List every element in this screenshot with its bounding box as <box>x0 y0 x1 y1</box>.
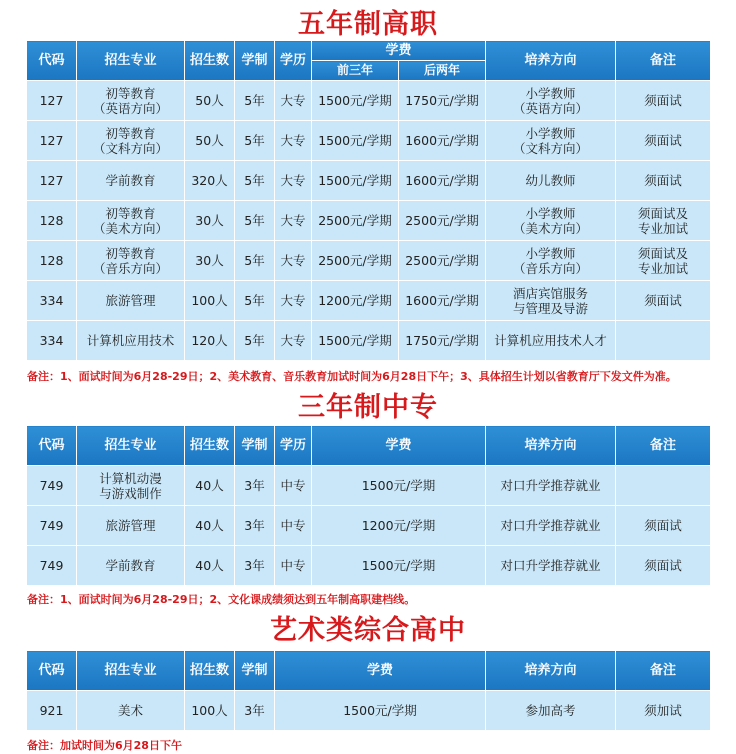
cell-remark: 须面试 <box>616 121 711 161</box>
cell-edu: 大专 <box>275 321 312 361</box>
table-row <box>27 281 711 321</box>
section2-note: 备注：1、面试时间为6月28-29日；2、文化课成绩须达到五年制高职建档线。 <box>27 593 416 606</box>
header-major: 招生专业 <box>77 426 185 466</box>
cell-quota: 40人 <box>185 466 235 506</box>
cell-fee1: 2500元/学期 <box>312 241 399 281</box>
cell-years: 5年 <box>235 161 275 201</box>
table-row <box>27 161 711 201</box>
header-fee: 学费 <box>312 426 486 466</box>
cell-major: 计算机应用技术 <box>77 321 185 361</box>
cell-fee1: 2500元/学期 <box>312 201 399 241</box>
cell-remark: 须面试 <box>616 281 711 321</box>
cell-fee2: 1750元/学期 <box>399 81 486 121</box>
table-row <box>27 546 711 586</box>
header-major: 招生专业 <box>77 651 185 691</box>
cell-fee1: 1500元/学期 <box>312 161 399 201</box>
header-code: 代码 <box>27 651 77 691</box>
cell-fee1: 1500元/学期 <box>312 81 399 121</box>
cell-remark: 须面试 <box>616 81 711 121</box>
cell-major: 学前教育 <box>77 546 185 586</box>
cell-code: 334 <box>27 281 77 321</box>
cell-edu: 大专 <box>275 121 312 161</box>
cell-major: 旅游管理 <box>77 506 185 546</box>
cell-edu: 中专 <box>275 506 312 546</box>
cell-years: 3年 <box>235 546 275 586</box>
cell-edu: 大专 <box>275 241 312 281</box>
cell-edu: 中专 <box>275 546 312 586</box>
cell-remark: 须面试及 专业加试 <box>616 241 711 281</box>
header-remark: 备注 <box>616 651 711 691</box>
header-fee-last: 后两年 <box>399 61 486 81</box>
cell-direction: 对口升学推荐就业 <box>486 466 616 506</box>
cell-quota: 30人 <box>185 201 235 241</box>
cell-years: 3年 <box>235 506 275 546</box>
cell-fee2: 2500元/学期 <box>399 201 486 241</box>
cell-quota: 100人 <box>185 281 235 321</box>
header-edu: 学历 <box>275 426 312 466</box>
header-fee: 学费 <box>312 41 486 61</box>
cell-fee2: 1600元/学期 <box>399 161 486 201</box>
cell-quota: 40人 <box>185 546 235 586</box>
cell-direction: 计算机应用技术人才 <box>486 321 616 361</box>
section3-note: 备注：加试时间为6月28日下午 <box>27 739 182 752</box>
cell-edu: 大专 <box>275 281 312 321</box>
cell-code: 127 <box>27 121 77 161</box>
cell-direction: 酒店宾馆服务 与管理及导游 <box>486 281 616 321</box>
section1-note: 备注：1、面试时间为6月28-29日；2、美术教育、音乐教育加试时间为6月28日下午；3、具体招生计划以省教育厅下发文件为准。 <box>27 370 677 383</box>
header-quota: 招生数 <box>185 41 235 81</box>
cell-edu: 大专 <box>275 201 312 241</box>
section3-title: 艺术类综合高中 <box>270 615 466 646</box>
cell-remark: 须面试 <box>616 506 711 546</box>
cell-years: 5年 <box>235 121 275 161</box>
cell-years: 5年 <box>235 81 275 121</box>
header-code: 代码 <box>27 41 77 81</box>
cell-remark <box>616 466 711 506</box>
cell-quota: 50人 <box>185 81 235 121</box>
cell-years: 5年 <box>235 201 275 241</box>
cell-quota: 120人 <box>185 321 235 361</box>
cell-major: 美术 <box>77 691 185 731</box>
cell-remark <box>616 321 711 361</box>
header-direction: 培养方向 <box>486 651 616 691</box>
table-row <box>27 691 711 731</box>
cell-years: 5年 <box>235 241 275 281</box>
section1-title: 五年制高职 <box>298 9 438 40</box>
cell-quota: 320人 <box>185 161 235 201</box>
cell-fee1: 1500元/学期 <box>312 121 399 161</box>
cell-fee: 1200元/学期 <box>312 506 486 546</box>
cell-years: 5年 <box>235 321 275 361</box>
cell-code: 334 <box>27 321 77 361</box>
header-years: 学制 <box>235 426 275 466</box>
cell-fee1: 1200元/学期 <box>312 281 399 321</box>
header-fee-first: 前三年 <box>312 61 399 81</box>
cell-fee2: 1750元/学期 <box>399 321 486 361</box>
cell-major: 初等教育 （文科方向） <box>77 121 185 161</box>
cell-major: 学前教育 <box>77 161 185 201</box>
cell-code: 749 <box>27 546 77 586</box>
header-remark: 备注 <box>616 426 711 466</box>
header-quota: 招生数 <box>185 651 235 691</box>
cell-fee2: 2500元/学期 <box>399 241 486 281</box>
section3-table <box>26 650 711 731</box>
section2-title: 三年制中专 <box>298 392 438 423</box>
cell-direction: 小学教师 （美术方向） <box>486 201 616 241</box>
table-row <box>27 81 711 121</box>
cell-quota: 100人 <box>185 691 235 731</box>
cell-years: 3年 <box>235 691 275 731</box>
cell-code: 749 <box>27 466 77 506</box>
cell-quota: 40人 <box>185 506 235 546</box>
cell-major: 计算机动漫 与游戏制作 <box>77 466 185 506</box>
cell-fee: 1500元/学期 <box>275 691 486 731</box>
cell-edu: 大专 <box>275 81 312 121</box>
cell-remark: 须面试 <box>616 161 711 201</box>
header-major: 招生专业 <box>77 41 185 81</box>
cell-direction: 小学教师 （文科方向） <box>486 121 616 161</box>
header-direction: 培养方向 <box>486 41 616 81</box>
cell-major: 初等教育 （音乐方向） <box>77 241 185 281</box>
cell-major: 旅游管理 <box>77 281 185 321</box>
cell-fee: 1500元/学期 <box>312 466 486 506</box>
cell-quota: 50人 <box>185 121 235 161</box>
section2-table <box>26 425 711 586</box>
header-quota: 招生数 <box>185 426 235 466</box>
cell-years: 5年 <box>235 281 275 321</box>
table-row <box>27 201 711 241</box>
header-code: 代码 <box>27 426 77 466</box>
header-remark: 备注 <box>616 41 711 81</box>
cell-direction: 对口升学推荐就业 <box>486 546 616 586</box>
table-row <box>27 121 711 161</box>
cell-code: 128 <box>27 241 77 281</box>
section1-table <box>26 40 711 361</box>
cell-fee1: 1500元/学期 <box>312 321 399 361</box>
header-edu: 学历 <box>275 41 312 81</box>
cell-direction: 对口升学推荐就业 <box>486 506 616 546</box>
cell-fee: 1500元/学期 <box>312 546 486 586</box>
header-fee: 学费 <box>275 651 486 691</box>
cell-code: 127 <box>27 81 77 121</box>
cell-quota: 30人 <box>185 241 235 281</box>
cell-edu: 中专 <box>275 466 312 506</box>
table-row <box>27 321 711 361</box>
cell-remark: 须加试 <box>616 691 711 731</box>
header-years: 学制 <box>235 41 275 81</box>
table-row <box>27 466 711 506</box>
cell-major: 初等教育 （美术方向） <box>77 201 185 241</box>
cell-code: 128 <box>27 201 77 241</box>
cell-direction: 小学教师 （英语方向） <box>486 81 616 121</box>
cell-years: 3年 <box>235 466 275 506</box>
cell-remark: 须面试 <box>616 546 711 586</box>
cell-code: 921 <box>27 691 77 731</box>
cell-remark: 须面试及 专业加试 <box>616 201 711 241</box>
table-row <box>27 241 711 281</box>
cell-fee2: 1600元/学期 <box>399 281 486 321</box>
cell-fee2: 1600元/学期 <box>399 121 486 161</box>
table-row <box>27 506 711 546</box>
header-direction: 培养方向 <box>486 426 616 466</box>
cell-direction: 小学教师 （音乐方向） <box>486 241 616 281</box>
cell-direction: 参加高考 <box>486 691 616 731</box>
cell-edu: 大专 <box>275 161 312 201</box>
cell-code: 127 <box>27 161 77 201</box>
cell-major: 初等教育 （英语方向） <box>77 81 185 121</box>
cell-code: 749 <box>27 506 77 546</box>
cell-direction: 幼儿教师 <box>486 161 616 201</box>
header-years: 学制 <box>235 651 275 691</box>
